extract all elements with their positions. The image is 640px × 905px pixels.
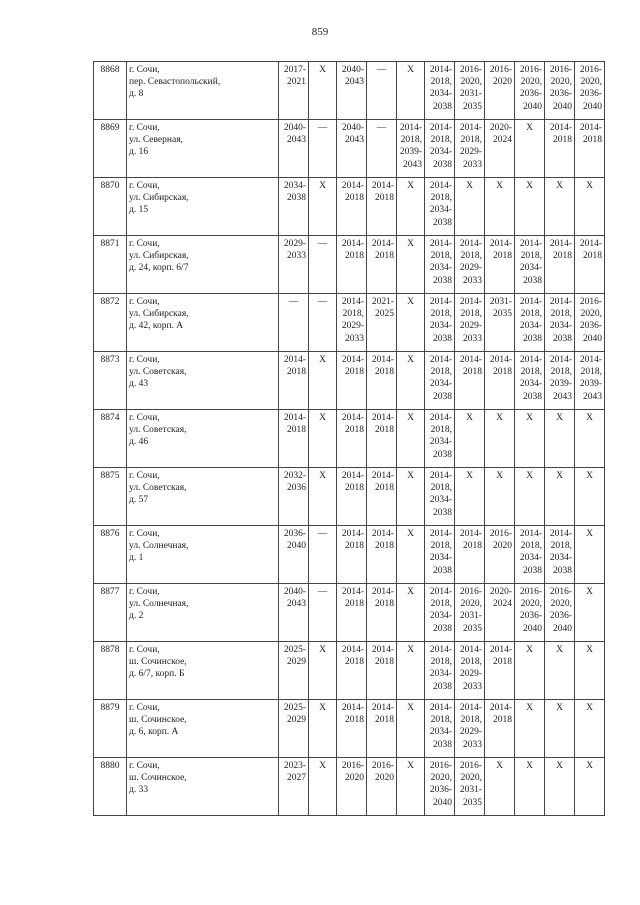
period-cell: 2016- 2020, 2036- 2040 (515, 62, 545, 120)
address-cell (127, 584, 279, 642)
period-cell: X (309, 700, 337, 758)
period-cell: 2014- 2018, 2034- 2038 (425, 352, 455, 410)
period-cell: X (575, 526, 605, 584)
address-line: д. 1 (129, 553, 144, 564)
period-cell: 2014- 2018, 2029- 2033 (455, 642, 485, 700)
period-cell: 2014- 2018, 2034- 2038 (515, 236, 545, 294)
period-cell: 2014- 2018 (337, 700, 367, 758)
period-cell: X (515, 410, 545, 468)
period-cell: 2014- 2018, 2034- 2038 (425, 178, 455, 236)
period-cell: 2016- 2020, 2036- 2040 (545, 62, 575, 120)
period-cell: 2014- 2018 (575, 236, 605, 294)
address-line: г. Сочи, (129, 355, 160, 365)
table-row (94, 294, 605, 352)
period-cell: X (397, 236, 425, 294)
period-cell: 2025- 2029 (279, 642, 309, 700)
row-number-cell: 8871 (94, 236, 127, 294)
period-cell: 2014- 2018 (337, 642, 367, 700)
address-line: ул. Солнечная, (129, 541, 189, 552)
period-cell: 2014- 2018 (575, 120, 605, 178)
period-cell: — (309, 584, 337, 642)
period-cell: X (515, 178, 545, 236)
period-cell: X (575, 758, 605, 816)
address-cell (127, 468, 279, 526)
address-line: г. Сочи, (129, 181, 160, 191)
period-cell: X (545, 410, 575, 468)
period-cell: X (575, 178, 605, 236)
table-row (94, 236, 605, 294)
period-cell: 2014- 2018 (485, 236, 515, 294)
period-cell: X (397, 642, 425, 700)
table-row (94, 178, 605, 236)
period-cell: X (309, 178, 337, 236)
period-cell: 2016- 2020, 2031- 2035 (455, 62, 485, 120)
address-line: ш. Сочинское, (129, 715, 187, 726)
address-line: д. 15 (129, 205, 149, 216)
period-cell: — (309, 120, 337, 178)
table-row (94, 758, 605, 816)
period-cell: 2014- 2018 (545, 236, 575, 294)
period-cell: 2014- 2018, 2034- 2038 (545, 294, 575, 352)
period-cell: 2014- 2018, 2034- 2038 (425, 62, 455, 120)
period-cell: 2016- 2020, 2031- 2035 (455, 758, 485, 816)
address-line: ул. Солнечная, (129, 599, 189, 610)
period-cell: 2014- 2018, 2039- 2043 (397, 120, 425, 178)
period-cell: — (309, 526, 337, 584)
period-cell: 2014- 2018, 2039- 2043 (575, 352, 605, 410)
period-cell: 2014- 2018 (337, 178, 367, 236)
table-row (94, 468, 605, 526)
address-line: ул. Сибирская, (129, 193, 189, 204)
period-cell: X (485, 178, 515, 236)
address-line: пер. Севастопольский, (129, 77, 221, 88)
period-cell: 2021- 2025 (367, 294, 397, 352)
period-cell: 2014- 2018, 2034- 2038 (425, 294, 455, 352)
period-cell: 2014- 2018 (367, 410, 397, 468)
address-line: д. 42, корп. А (129, 321, 184, 332)
period-cell: 2014- 2018 (367, 236, 397, 294)
address-line: д. 33 (129, 785, 149, 796)
row-number-cell: 8880 (94, 758, 127, 816)
address-line: г. Сочи, (129, 123, 160, 133)
address-line: д. 2 (129, 611, 144, 622)
period-cell: 2014- 2018 (367, 526, 397, 584)
period-cell: X (575, 700, 605, 758)
period-cell: — (309, 236, 337, 294)
period-cell: X (455, 178, 485, 236)
address-line: д. 16 (129, 147, 149, 158)
period-cell: 2014- 2018, 2034- 2038 (425, 584, 455, 642)
period-cell: 2023- 2027 (279, 758, 309, 816)
period-cell: 2014- 2018, 2034- 2038 (515, 352, 545, 410)
row-number-cell: 8879 (94, 700, 127, 758)
address-cell (127, 294, 279, 352)
table-row (94, 584, 605, 642)
period-cell: 2040- 2043 (337, 62, 367, 120)
period-cell: X (485, 758, 515, 816)
period-cell: 2014- 2018 (367, 584, 397, 642)
address-line: г. Сочи, (129, 297, 160, 307)
period-cell: 2014- 2018, 2029- 2033 (455, 120, 485, 178)
period-cell: X (545, 758, 575, 816)
period-cell: — (367, 62, 397, 120)
period-cell: 2014- 2018, 2034- 2038 (425, 236, 455, 294)
period-cell: 2014- 2018 (485, 700, 515, 758)
period-cell: X (575, 642, 605, 700)
address-line: ш. Сочинское, (129, 773, 187, 784)
address-line: г. Сочи, (129, 645, 160, 655)
period-cell: X (515, 642, 545, 700)
period-cell: 2014- 2018, 2034- 2038 (425, 120, 455, 178)
address-line: г. Сочи, (129, 65, 160, 75)
row-number-cell: 8872 (94, 294, 127, 352)
period-cell: 2014- 2018, 2029- 2033 (455, 236, 485, 294)
period-cell: 2036- 2040 (279, 526, 309, 584)
period-cell: 2014- 2018, 2034- 2038 (425, 410, 455, 468)
address-line: ул. Сибирская, (129, 251, 189, 262)
row-number-cell: 8876 (94, 526, 127, 584)
period-cell: 2014- 2018 (337, 468, 367, 526)
address-cell (127, 62, 279, 120)
period-cell: X (575, 584, 605, 642)
row-number-cell: 8878 (94, 642, 127, 700)
period-cell: 2014- 2018, 2034- 2038 (425, 700, 455, 758)
period-cell: 2014- 2018, 2034- 2038 (425, 526, 455, 584)
period-cell: X (397, 584, 425, 642)
period-cell: 2014- 2018, 2029- 2033 (455, 294, 485, 352)
period-cell: 2014- 2018 (367, 468, 397, 526)
period-cell: 2014- 2018, 2034- 2038 (425, 642, 455, 700)
period-cell: X (397, 410, 425, 468)
row-number-cell: 8870 (94, 178, 127, 236)
period-cell: 2016- 2020, 2031- 2035 (455, 584, 485, 642)
period-cell: 2034- 2038 (279, 178, 309, 236)
address-line: д. 24, корп. 6/7 (129, 263, 189, 274)
period-cell: 2014- 2018 (455, 526, 485, 584)
address-line: ул. Сибирская, (129, 309, 189, 320)
period-cell: X (545, 642, 575, 700)
period-cell: 2014- 2018, 2034- 2038 (425, 468, 455, 526)
period-cell: X (309, 352, 337, 410)
period-cell: 2014- 2018 (279, 410, 309, 468)
period-cell: 2032- 2036 (279, 468, 309, 526)
period-cell: 2014- 2018 (367, 700, 397, 758)
period-cell: 2014- 2018 (545, 120, 575, 178)
address-line: г. Сочи, (129, 413, 160, 423)
period-cell: 2040- 2043 (279, 120, 309, 178)
period-cell: X (515, 700, 545, 758)
period-cell: 2017- 2021 (279, 62, 309, 120)
table-row (94, 410, 605, 468)
period-cell: 2014- 2018 (337, 410, 367, 468)
period-cell: 2014- 2018 (367, 642, 397, 700)
address-cell (127, 178, 279, 236)
row-number-cell: 8868 (94, 62, 127, 120)
period-cell: 2016- 2020 (485, 62, 515, 120)
address-line: г. Сочи, (129, 529, 160, 539)
period-cell: X (309, 62, 337, 120)
row-number-cell: 8877 (94, 584, 127, 642)
address-line: ш. Сочинское, (129, 657, 187, 668)
period-cell: 2025- 2029 (279, 700, 309, 758)
period-cell: — (279, 294, 309, 352)
period-cell: X (455, 468, 485, 526)
period-cell: 2014- 2018, 2034- 2038 (545, 526, 575, 584)
address-cell (127, 758, 279, 816)
period-cell: 2014- 2018, 2034- 2038 (515, 294, 545, 352)
period-cell: 2016- 2020, 2036- 2040 (515, 584, 545, 642)
period-cell: 2014- 2018 (455, 352, 485, 410)
period-cell: 2040- 2043 (337, 120, 367, 178)
address-line: ул. Советская, (129, 425, 187, 436)
table-row (94, 120, 605, 178)
address-line: ул. Советская, (129, 367, 187, 378)
period-cell: 2014- 2018 (337, 352, 367, 410)
period-cell: X (397, 62, 425, 120)
period-cell: X (515, 468, 545, 526)
period-cell: 2016- 2020, 2036- 2040 (575, 62, 605, 120)
row-number-cell: 8869 (94, 120, 127, 178)
period-cell: — (309, 294, 337, 352)
period-cell: 2014- 2018 (279, 352, 309, 410)
table-row (94, 642, 605, 700)
row-number-cell: 8873 (94, 352, 127, 410)
period-cell: 2014- 2018 (367, 178, 397, 236)
period-cell: X (575, 468, 605, 526)
period-cell: 2014- 2018 (337, 526, 367, 584)
period-cell: 2014- 2018, 2039- 2043 (545, 352, 575, 410)
address-cell (127, 642, 279, 700)
period-cell: X (455, 410, 485, 468)
address-line: г. Сочи, (129, 471, 160, 481)
address-line: ул. Северная, (129, 135, 183, 146)
period-cell: X (545, 178, 575, 236)
period-cell: 2020- 2024 (485, 584, 515, 642)
row-number-cell: 8875 (94, 468, 127, 526)
period-cell: 2014- 2018, 2029- 2033 (455, 700, 485, 758)
period-cell: X (397, 178, 425, 236)
address-line: д. 6, корп. А (129, 727, 179, 738)
address-line: г. Сочи, (129, 587, 160, 597)
address-line: г. Сочи, (129, 703, 160, 713)
period-cell: X (397, 352, 425, 410)
address-line: г. Сочи, (129, 239, 160, 249)
period-cell: X (397, 468, 425, 526)
period-cell: X (397, 758, 425, 816)
period-cell: 2016- 2020, 2036- 2040 (575, 294, 605, 352)
period-cell: X (309, 758, 337, 816)
address-cell (127, 236, 279, 294)
period-cell: 2014- 2018 (367, 352, 397, 410)
period-cell: X (397, 526, 425, 584)
period-cell: 2014- 2018 (337, 584, 367, 642)
period-cell: 2014- 2018 (337, 236, 367, 294)
period-cell: 2014- 2018, 2029- 2033 (337, 294, 367, 352)
period-cell: X (397, 700, 425, 758)
address-line: д. 57 (129, 495, 149, 506)
table-row (94, 526, 605, 584)
period-cell: — (367, 120, 397, 178)
period-cell: 2014- 2018, 2034- 2038 (515, 526, 545, 584)
period-cell: X (515, 758, 545, 816)
table-row (94, 700, 605, 758)
period-cell: 2014- 2018 (485, 352, 515, 410)
address-cell (127, 526, 279, 584)
period-cell: 2040- 2043 (279, 584, 309, 642)
period-cell: 2031- 2035 (485, 294, 515, 352)
period-cell: 2016- 2020 (367, 758, 397, 816)
period-cell: X (545, 468, 575, 526)
period-cell: X (397, 294, 425, 352)
period-cell: 2016- 2020, 2036- 2040 (425, 758, 455, 816)
address-cell (127, 352, 279, 410)
address-line: д. 6/7, корп. Б (129, 669, 185, 680)
address-line: д. 43 (129, 379, 149, 390)
period-cell: X (309, 468, 337, 526)
period-cell: 2016- 2020, 2036- 2040 (545, 584, 575, 642)
period-cell: 2016- 2020 (485, 526, 515, 584)
period-cell: X (575, 410, 605, 468)
period-cell: 2020- 2024 (485, 120, 515, 178)
period-cell: X (515, 120, 545, 178)
period-cell: X (485, 410, 515, 468)
period-cell: 2029- 2033 (279, 236, 309, 294)
address-line: д. 8 (129, 89, 144, 100)
table-row (94, 62, 605, 120)
address-line: д. 46 (129, 437, 149, 448)
row-number-cell: 8874 (94, 410, 127, 468)
address-cell (127, 120, 279, 178)
address-cell (127, 700, 279, 758)
period-cell: X (485, 468, 515, 526)
period-cell: X (545, 700, 575, 758)
address-line: г. Сочи, (129, 761, 160, 771)
address-cell (127, 410, 279, 468)
table-row (94, 352, 605, 410)
period-cell: 2016- 2020 (337, 758, 367, 816)
period-cell: X (309, 642, 337, 700)
housing-repair-schedule-table (93, 61, 605, 816)
period-cell: 2014- 2018 (485, 642, 515, 700)
period-cell: X (309, 410, 337, 468)
page-number: 859 (311, 26, 329, 38)
address-line: ул. Советская, (129, 483, 187, 494)
